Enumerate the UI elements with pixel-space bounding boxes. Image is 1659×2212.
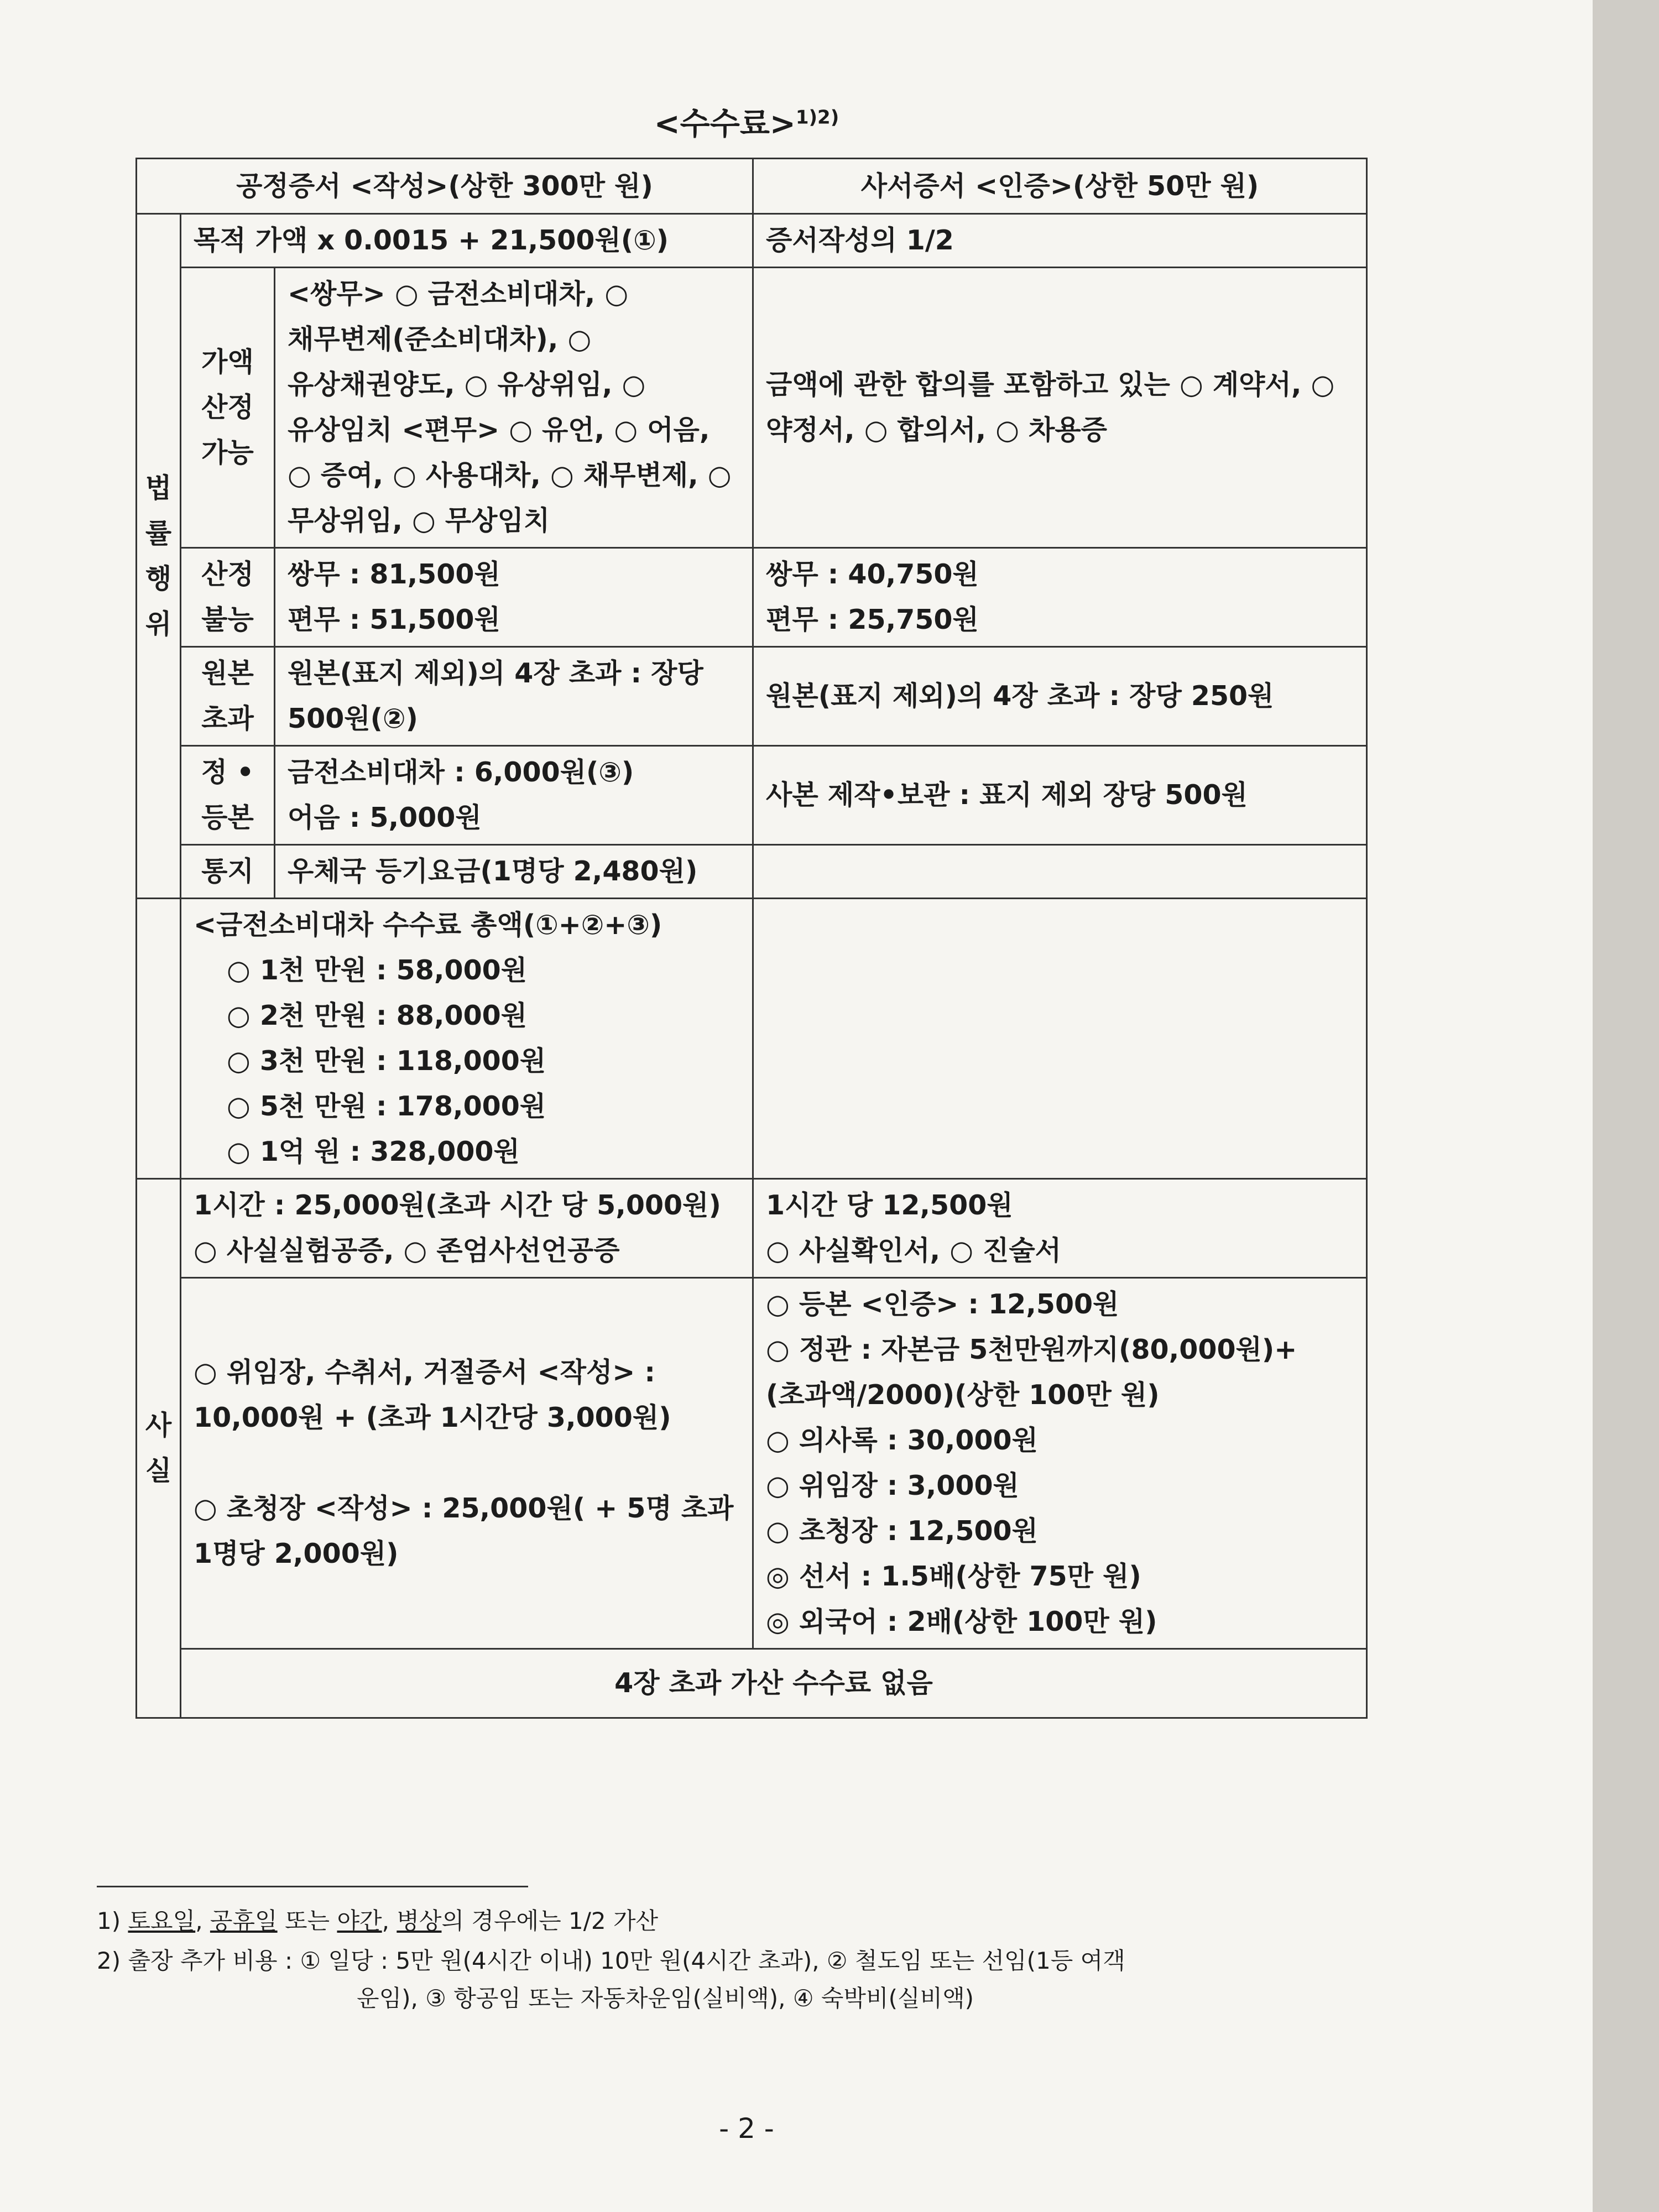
table-row [137, 899, 1367, 1179]
list-item: ○ 정관 : 자본금 5천만원까지(80,000원)+(초과액/2000)(상한 100만 원) [766, 1334, 1297, 1411]
table-row [137, 268, 1367, 548]
list-item: 편무 : 25,750원 [766, 604, 979, 635]
loan-total-heading: <금전소비대차 수수료 총액(①+②+③) [194, 909, 662, 941]
list-item: 1시간 당 12,500원 [766, 1190, 1013, 1221]
section-fact: 사실 [137, 1179, 181, 1718]
footnote-text: 의 경우에는 1/2 가산 [441, 1907, 659, 1934]
table-row [137, 1278, 1367, 1649]
footnote-text-continued: 운임), ③ 항공임 또는 자동차운임(실비액), ④ 숙박비(실비액) [357, 1985, 974, 2012]
list-item: ○ 사실실험공증, ○ 존엄사선언공증 [194, 1235, 620, 1266]
notice-left: 우체국 등기요금(1명당 2,480원) [275, 845, 753, 899]
footnote-number: 2) [97, 1947, 121, 1974]
list-item: ○ 3천 만원 : 118,000원 [227, 1045, 546, 1077]
footnote-term: 야간 [337, 1907, 382, 1934]
documents-right [753, 1278, 1367, 1649]
copy-label: 정 • 등본 [181, 746, 275, 845]
hourly-right [753, 1179, 1367, 1278]
table-row [137, 548, 1367, 647]
table-row [137, 1179, 1367, 1278]
list-item: ○ 1억 원 : 328,000원 [227, 1136, 520, 1167]
list-item: ○ 위임장 : 3,000원 [766, 1470, 1019, 1501]
title-text: <수수료> [654, 106, 796, 142]
list-item: ○ 등본 <인증> : 12,500원 [766, 1288, 1119, 1320]
list-item: 편무 : 51,500원 [288, 604, 500, 635]
copy-left [275, 746, 753, 845]
page-title [0, 100, 1493, 144]
footnote-2 [97, 1942, 1435, 2017]
table-row [137, 647, 1367, 746]
page-edge-shadow [1593, 0, 1659, 2212]
footnote-term: 병상 [397, 1907, 442, 1934]
footnote-number: 1) [97, 1907, 121, 1934]
list-item: ○ 초청장 : 12,500원 [766, 1515, 1038, 1547]
computable-left: <쌍무> ○ 금전소비대차, ○ 채무변제(준소비대차), ○ 유상채권양도, ○ 유상위임, ○ 유상임치 <편무> ○ 유언, ○ 어음, ○ 증여, ○ 사용대차, ○ 채무변제, ○ 무상위임, ○ 무상임치 [275, 268, 753, 548]
list-item: ○ 5천 만원 : 178,000원 [227, 1091, 546, 1122]
header-notarial-deed: 공정증서 <작성>(상한 300만 원) [137, 159, 753, 214]
noncomputable-left [275, 548, 753, 647]
list-item: 1시간 : 25,000원(초과 시간 당 5,000원) [194, 1190, 721, 1221]
list-item: ○ 위임장, 수취서, 거절증서 <작성> : 10,000원 + (초과 1시간당 3,000원) [194, 1357, 671, 1433]
list-item: 쌍무 : 81,500원 [288, 559, 500, 590]
computable-right: 금액에 관한 합의를 포함하고 있는 ○ 계약서, ○ 약정서, ○ 합의서, ○ 차용증 [753, 268, 1367, 548]
title-footnote-refs: 1)2) [795, 106, 839, 129]
list-item: ○ 1천 만원 : 58,000원 [227, 954, 528, 986]
list-item: 어음 : 5,000원 [288, 802, 482, 833]
footnote-1: 1) 토요일, 공휴일 또는 야간, 병상의 경우에는 1/2 가산 [97, 1907, 659, 1934]
computable-label: 가액 산정 가능 [181, 268, 275, 548]
original-excess-label: 원본 초과 [181, 647, 275, 746]
table-header-row [137, 159, 1367, 214]
base-fee-right: 증서작성의 1/2 [753, 214, 1367, 268]
footnote-text: 출장 추가 비용 : ① 일당 : 5만 원(4시간 이내) 10만 원(4시간 초과), ② 철도임 또는 선임(1등 여객 [128, 1947, 1125, 1974]
list-item: 금전소비대차 : 6,000원(③) [288, 757, 634, 788]
list-item: ◎ 선서 : 1.5배(상한 75만 원) [766, 1561, 1141, 1592]
table-row [137, 214, 1367, 268]
noncomputable-label: 산정 불능 [181, 548, 275, 647]
no-extra-fee-note: 4장 초과 가산 수수료 없음 [181, 1649, 1367, 1718]
hourly-left [181, 1179, 753, 1278]
section-legal-act: 법률행위 [137, 214, 181, 899]
base-fee-left: 목적 가액 x 0.0015 + 21,500원(①) [181, 214, 753, 268]
noncomputable-right [753, 548, 1367, 647]
list-item: ○ 사실확인서, ○ 진술서 [766, 1235, 1062, 1266]
footnote-divider [97, 1886, 528, 1887]
documents-left [181, 1278, 753, 1649]
original-excess-right: 원본(표지 제외)의 4장 초과 : 장당 250원 [753, 647, 1367, 746]
list-item: 쌍무 : 40,750원 [766, 559, 979, 590]
table-row [137, 1649, 1367, 1718]
footnote-term: 토요일 [128, 1907, 196, 1934]
original-excess-left: 원본(표지 제외)의 4장 초과 : 장당 500원(②) [275, 647, 753, 746]
copy-right: 사본 제작•보관 : 표지 제외 장당 500원 [753, 746, 1367, 845]
loan-total-block [181, 899, 753, 1179]
list-item: ○ 의사록 : 30,000원 [766, 1425, 1038, 1456]
notice-right [753, 845, 1367, 899]
loan-total-right-empty [753, 899, 1367, 1179]
page-number: - 2 - [719, 2112, 774, 2145]
list-item: ◎ 외국어 : 2배(상한 100만 원) [766, 1606, 1157, 1637]
footnote-term: 공휴일 [210, 1907, 278, 1934]
header-private-deed: 사서증서 <인증>(상한 50만 원) [753, 159, 1367, 214]
fee-table [135, 158, 1368, 1719]
notice-label: 통지 [181, 845, 275, 899]
table-row [137, 845, 1367, 899]
table-row [137, 746, 1367, 845]
list-item: ○ 2천 만원 : 88,000원 [227, 1000, 528, 1031]
section-spacer [137, 899, 181, 1179]
list-item: ○ 초청장 <작성> : 25,000원( + 5명 초과 1명당 2,000원) [194, 1493, 734, 1569]
